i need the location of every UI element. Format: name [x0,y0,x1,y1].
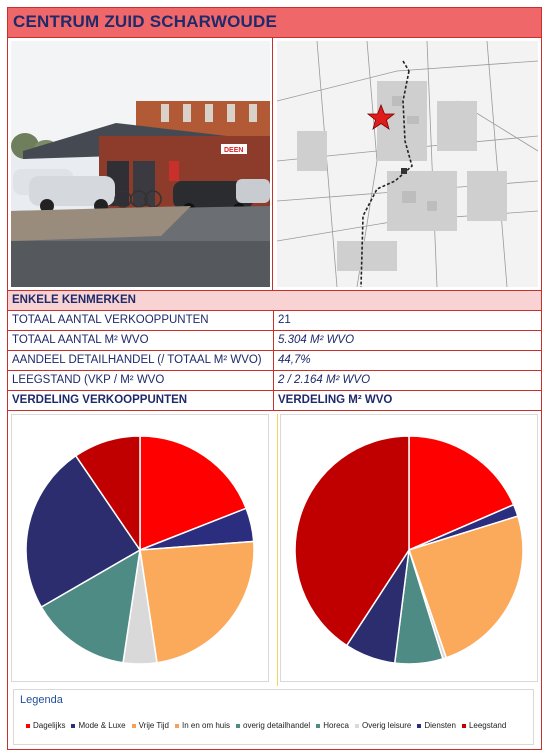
legend-swatch [462,724,466,728]
row-value-verkooppunten: 21 [278,314,291,326]
row-label-aandeel: AANDEEL DETAILHANDEL (/ TOTAAL M² WVO) [12,354,262,366]
legend-swatch [417,724,421,728]
legend-label: overig detailhandel [243,721,311,730]
legend-label: Vrije Tijd [138,721,169,730]
legend-item [26,721,65,730]
chart-heading-left: VERDELING VERKOOPPUNTEN [12,394,188,406]
legend-label: Mode & Luxe [78,721,126,730]
row-value-wvo: 5.304 M² WVO [278,334,355,346]
legend-swatch [26,724,30,728]
legend [13,689,534,745]
row-label-verkooppunten: TOTAAL AANTAL VERKOOPPUNTEN [12,314,209,326]
map-cell [274,38,541,290]
legend-item [417,721,456,730]
pie-slice-in-en-om-huis [140,541,254,662]
legend-items [26,721,512,730]
store-sign: DEEN [224,147,244,154]
page-title: CENTRUM ZUID SCHARWOUDE [13,12,277,31]
divider [8,370,541,371]
section-header [8,291,541,310]
legend-item [132,721,169,730]
row-value-aandeel: 44,7% [278,354,311,366]
legend-swatch [236,724,240,728]
legend-label: Horeca [323,721,349,730]
column-divider [273,310,274,410]
divider [8,390,541,391]
chart-frame-right [280,414,538,682]
legend-swatch [132,724,136,728]
chart-separator [277,414,278,686]
legend-label: Overig leisure [362,721,412,730]
legend-item [355,721,411,730]
row-value-leegstand: 2 / 2.164 M² WVO [278,374,371,386]
legend-item [316,721,349,730]
divider [8,410,541,411]
section-title: ENKELE KENMERKEN [12,294,136,306]
legend-swatch [355,724,359,728]
legend-item [236,721,310,730]
legend-swatch [175,724,179,728]
legend-swatch [71,724,75,728]
location-map [277,41,538,287]
legend-item [71,721,125,730]
pie-chart-wvo [281,415,537,681]
photo-cell [8,38,273,290]
legend-swatch [316,724,320,728]
factsheet [7,7,542,750]
storefront-photo [11,41,270,287]
chart-heading-right: VERDELING M² WVO [278,394,393,406]
title-bar [8,8,541,38]
row-label-leegstand: LEEGSTAND (VKP / M² WVO [12,374,165,386]
legend-item [462,721,506,730]
legend-label: Dagelijks [33,721,66,730]
divider [8,310,541,311]
legend-label: Diensten [424,721,456,730]
chart-frame-left [11,414,269,682]
legend-label: Leegstand [468,721,507,730]
row-label-wvo: TOTAAL AANTAL M² WVO [12,334,149,346]
legend-title: Legenda [20,694,63,706]
divider [8,330,541,331]
divider [8,350,541,351]
legend-label: In en om huis [182,721,231,730]
legend-item [175,721,230,730]
pie-chart-verkooppunten [12,415,268,681]
